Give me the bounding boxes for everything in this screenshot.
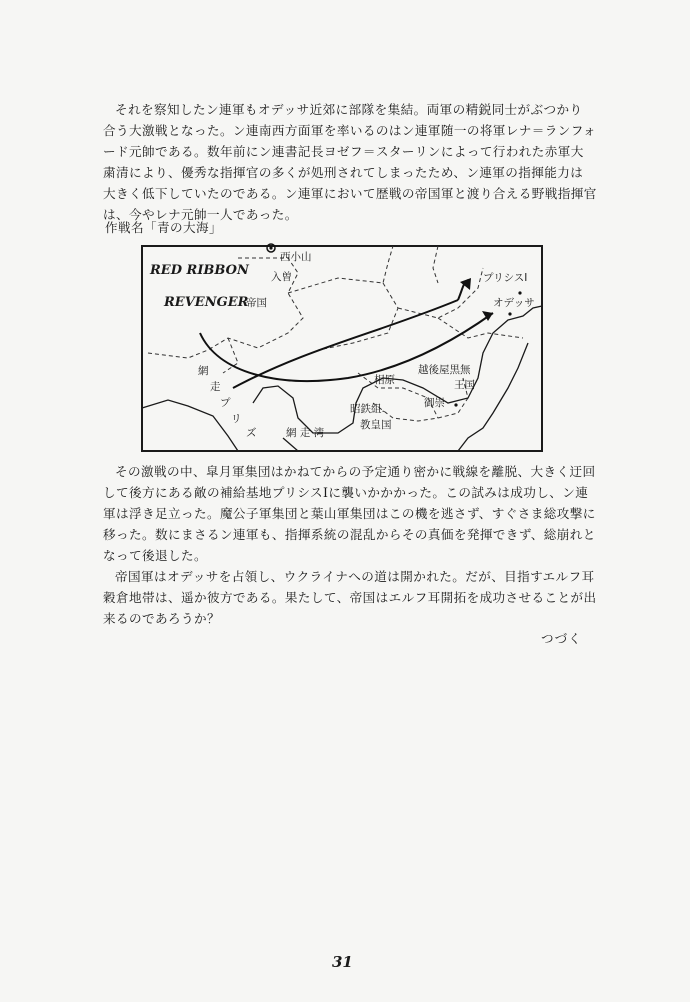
map-title-line1: RED RIBBON	[150, 263, 249, 278]
map-label-kyoukoukoku: 教皇国	[360, 419, 392, 431]
map-label-purisis: プリシスⅠ	[483, 272, 528, 284]
text-line: は、今やレナ元帥一人であった。	[103, 207, 298, 222]
page-number: 31	[332, 953, 353, 971]
map-title-line2: REVENGER	[164, 295, 249, 310]
map-label-purizu-1: プ	[220, 397, 231, 409]
map-label-purizu-3: ズ	[246, 427, 257, 439]
map-label-shouwa: 昭鉄組.	[350, 403, 385, 415]
map-label-abashiri-1: 網	[198, 365, 209, 377]
map-label-iriso: 入曽	[271, 271, 292, 283]
text-line: 穀倉地帯は、遥か彼方である。果たして、帝国はエルフ耳開拓を成功させることが出	[103, 590, 597, 605]
text-line: 移った。数にまさるン連軍も、指揮系統の混乱からその真価を発揮できず、総崩れと	[103, 527, 596, 542]
text-line: その激戦の中、皐月軍集団はかねてからの予定通り密かに戦線を離脱、大きく迂回	[115, 464, 596, 479]
operation-map	[138, 238, 548, 456]
text-line: 大きく低下していたのである。ン連軍において歴戦の帝国軍と渡り合える野戦指揮官	[103, 186, 597, 201]
text-line: して後方にある敵の補給基地プリシスⅠに襲いかかかった。この試みは成功し、ン連	[103, 485, 589, 500]
to-be-continued: つづく	[541, 631, 582, 646]
text-line: ード元帥である。数年前にン連書記長ヨゼフ＝スターリンによって行われた赤軍大	[103, 144, 584, 159]
map-caption: 作戦名「青の大海」	[105, 220, 222, 235]
map-label-abashiri-bay: 網 走 湾	[286, 427, 325, 439]
text-line: 帝国軍はオデッサを占領し、ウクライナへの道は開かれた。だが、目指すエルフ耳	[115, 569, 595, 584]
capital-marker-icon	[269, 246, 272, 249]
map-label-teikoku: 帝国	[246, 297, 267, 309]
text-line: 粛清により、優秀な指揮官の多くが処刑されてしまったため、ン連軍の指揮能力は	[103, 165, 584, 180]
city-dot-icon	[454, 403, 457, 406]
map-label-purizu-2: リ	[231, 413, 242, 425]
paragraph-outcome	[103, 566, 597, 629]
map-label-odessa: オデッサ	[493, 297, 535, 309]
text-line: 来るのであろうか？	[103, 611, 220, 626]
map-label-goshikyo: 御崇	[424, 397, 445, 409]
paragraph-intro	[103, 99, 597, 225]
map-figure	[138, 238, 548, 456]
paragraph-battle	[103, 461, 596, 566]
map-label-oukoku: 王国	[454, 379, 475, 391]
text-line: なって後退した。	[103, 548, 207, 563]
map-label-echigo: 越後屋黒無	[418, 364, 471, 376]
text-line: それを察知したン連軍もオデッサ近郊に部隊を集結。両軍の精鋭同士がぶつかり	[115, 102, 583, 117]
text-line: 軍は浮き足立った。魔公子軍集団と葉山軍集団はこの機を逃さず、すぐさま総攻撃に	[103, 506, 596, 521]
city-dot-icon	[518, 291, 521, 294]
map-label-nishikoyama: 西小山	[280, 251, 312, 263]
map-label-soubara: 相原	[374, 374, 395, 386]
map-label-abashiri-2: 走	[210, 381, 221, 393]
city-dot-icon	[508, 312, 511, 315]
text-line: 合う大激戦となった。ン連南西方面軍を率いるのはン連軍随一の将軍レナ＝ランフォ	[103, 123, 597, 138]
